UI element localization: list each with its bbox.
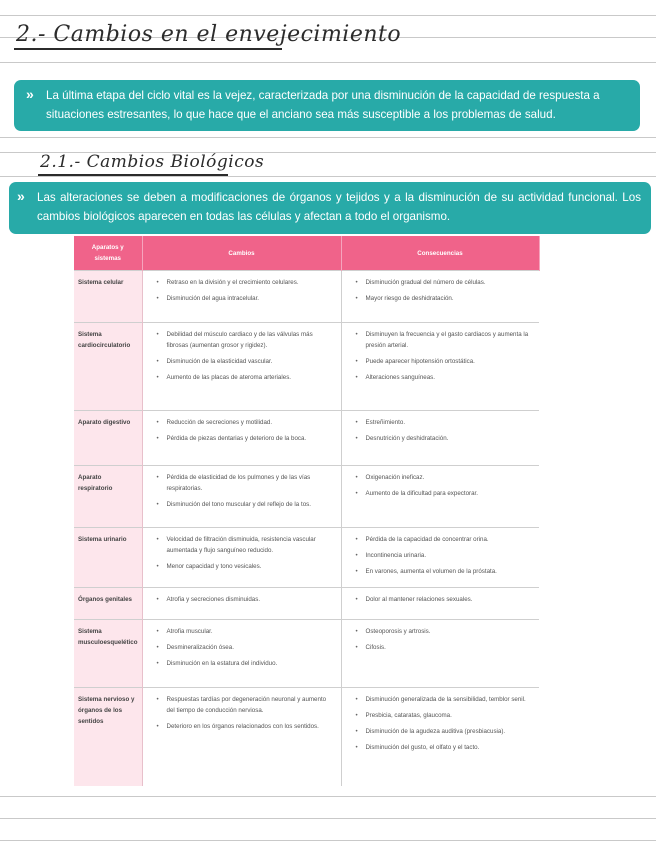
changes-cell	[142, 620, 341, 688]
consequences-cell	[341, 411, 539, 466]
list-item: • En varones, aumenta el volumen de la próstata.	[358, 566, 534, 577]
system-cell: Sistema celular	[74, 271, 142, 323]
list-item: • Oxigenación ineficaz.	[358, 472, 534, 483]
list-item: • Disminución en la estatura del individuo.	[159, 658, 335, 669]
list-item: • Osteoporosis y artrosis.	[358, 626, 534, 637]
table-row	[74, 620, 539, 688]
changes-cell	[142, 688, 341, 786]
list-item: • Pérdida de piezas dentarias y deterioro de la boca.	[159, 433, 335, 444]
header-changes: Cambios	[142, 236, 341, 271]
changes-list	[151, 472, 335, 510]
consequences-list	[350, 534, 534, 577]
changes-list	[151, 277, 335, 304]
table-row	[74, 271, 539, 323]
list-item: • Disminución generalizada de la sensibilidad, temblor senil.	[358, 694, 534, 705]
list-item: • Velocidad de filtración disminuida, resistencia vascular aumentada y flujo sanguíneo reducido.	[159, 534, 335, 556]
biological-changes-table	[74, 236, 540, 786]
list-item: • Disminución de la elasticidad vascular.	[159, 356, 335, 367]
consequences-cell	[341, 466, 539, 528]
consequences-cell	[341, 271, 539, 323]
system-cell: Sistema cardiocirculatorio	[74, 323, 142, 411]
table-row	[74, 588, 539, 620]
consequences-list	[350, 472, 534, 499]
list-item: • Disminución del tono muscular y del reflejo de la tos.	[159, 499, 335, 510]
list-item: • Respuestas tardías por degeneración neuronal y aumento del tiempo de conducción nerviosa.	[159, 694, 335, 716]
changes-cell	[142, 323, 341, 411]
list-item: • Puede aparecer hipotensión ortostática.	[358, 356, 534, 367]
system-cell: Sistema urinario	[74, 528, 142, 588]
intro-callout	[14, 80, 640, 131]
list-item: • Aumento de las placas de ateroma arteriales.	[159, 372, 335, 383]
list-item: • Mayor riesgo de deshidratación.	[358, 293, 534, 304]
consequences-cell	[341, 688, 539, 786]
system-cell: Sistema nervioso y órganos de los sentidos	[74, 688, 142, 786]
table-row	[74, 323, 539, 411]
list-item: • Retraso en la división y el crecimiento celulares.	[159, 277, 335, 288]
changes-list	[151, 594, 335, 605]
list-item: • Atrofia muscular.	[159, 626, 335, 637]
list-item: • Atrofia y secreciones disminuidas.	[159, 594, 335, 605]
list-item: • Disminución gradual del número de células.	[358, 277, 534, 288]
consequences-list	[350, 626, 534, 653]
consequences-list	[350, 694, 534, 753]
section-title: 2.- Cambios en el envejecimiento	[16, 22, 402, 47]
changes-cell	[142, 411, 341, 466]
sub-intro-text: Las alteraciones se deben a modificaciones de órganos y tejidos y a la disminución de su actividad funcional. Los cambios biológicos aparecen en todas las células y afectan a todo el organismo.	[37, 191, 641, 223]
changes-cell	[142, 588, 341, 620]
list-item: • Disminución del gusto, el olfato y el tacto.	[358, 742, 534, 753]
consequences-list	[350, 594, 534, 605]
list-item: • Alteraciones sanguíneas.	[358, 372, 534, 383]
list-item: • Debilidad del músculo cardiaco y de las válvulas más fibrosas (aumentan grosor y rigidez).	[159, 329, 335, 351]
table-row	[74, 688, 539, 786]
table-header-row	[74, 236, 539, 271]
list-item: • Pérdida de la capacidad de concentrar orina.	[358, 534, 534, 545]
table-row	[74, 528, 539, 588]
changes-cell	[142, 271, 341, 323]
changes-cell	[142, 528, 341, 588]
list-item: • Disminución del agua intracelular.	[159, 293, 335, 304]
list-item: • Disminución de la agudeza auditiva (presbiacusia).	[358, 726, 534, 737]
list-item: • Incontinencia urinaria.	[358, 550, 534, 561]
system-cell: Órganos genitales	[74, 588, 142, 620]
consequences-cell	[341, 588, 539, 620]
system-cell: Aparato digestivo	[74, 411, 142, 466]
header-consequences: Consecuencias	[341, 236, 539, 271]
double-chevron-icon: »	[26, 86, 34, 102]
list-item: • Cifosis.	[358, 642, 534, 653]
double-chevron-icon: »	[17, 188, 25, 204]
list-item: • Desmineralización ósea.	[159, 642, 335, 653]
list-item: • Aumento de la dificultad para expectorar.	[358, 488, 534, 499]
changes-list	[151, 417, 335, 444]
changes-list	[151, 694, 335, 732]
changes-list	[151, 534, 335, 572]
changes-list	[151, 329, 335, 383]
list-item: • Disminuyen la frecuencia y el gasto cardiacos y aumenta la presión arterial.	[358, 329, 534, 351]
header-systems: Aparatos y sistemas	[74, 236, 142, 271]
list-item: • Dolor al mantener relaciones sexuales.	[358, 594, 534, 605]
list-item: • Presbicia, cataratas, glaucoma.	[358, 710, 534, 721]
changes-list	[151, 626, 335, 669]
list-item: • Pérdida de elasticidad de los pulmones y de las vías respiratorias.	[159, 472, 335, 494]
consequences-cell	[341, 620, 539, 688]
table-row	[74, 411, 539, 466]
system-cell: Sistema musculoesquelético	[74, 620, 142, 688]
title-underline	[14, 48, 282, 50]
changes-cell	[142, 466, 341, 528]
consequences-list	[350, 277, 534, 304]
consequences-cell	[341, 323, 539, 411]
sub-intro-callout	[9, 182, 651, 234]
list-item: • Menor capacidad y tono vesicales.	[159, 561, 335, 572]
intro-text: La última etapa del ciclo vital es la vejez, caracterizada por una disminución de la capacidad de respuesta a situaciones estresantes, lo que hace que el anciano sea más susceptible a los problemas de salud.	[46, 89, 600, 121]
list-item: • Deterioro en los órganos relacionados con los sentidos.	[159, 721, 335, 732]
list-item: • Estreñimiento.	[358, 417, 534, 428]
consequences-cell	[341, 528, 539, 588]
list-item: • Reducción de secreciones y motilidad.	[159, 417, 335, 428]
subsection-title: 2.1.- Cambios Biológicos	[40, 152, 265, 172]
consequences-list	[350, 417, 534, 444]
subtitle-underline	[38, 174, 228, 176]
table-row	[74, 466, 539, 528]
list-item: • Desnutrición y deshidratación.	[358, 433, 534, 444]
system-cell: Aparato respiratorio	[74, 466, 142, 528]
consequences-list	[350, 329, 534, 383]
